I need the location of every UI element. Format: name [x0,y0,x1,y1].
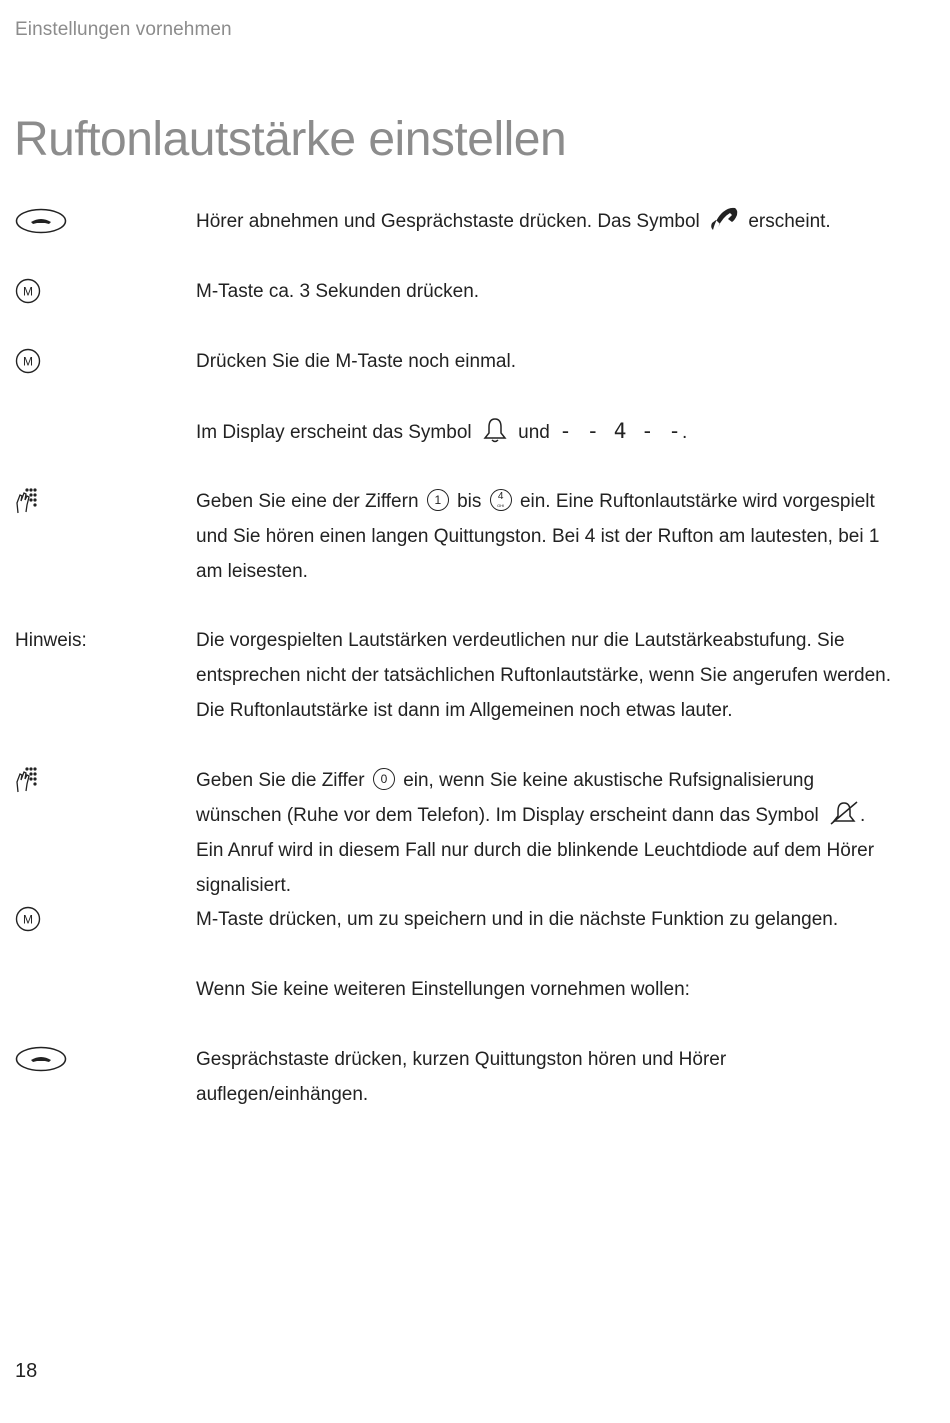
m-key-label: M [23,354,33,369]
m-key-icon [15,906,41,932]
digit-key-4-label: 4 [497,490,504,502]
keypad-hand-icon [15,766,39,794]
digit-key-1: 1 [427,489,449,511]
step-text-rest: ein. Eine Ruftonlautstärke wird vorgespielt und Sie hören einen langen Quittungston. Bei 4 ist der Rufton am lautesten, bei 1 am leisesten. [196,491,880,582]
handset-icon [709,205,739,233]
digit-key-4-sub: GHI [497,502,505,508]
talk-key-icon [15,1046,67,1072]
digit-key-0: 0 [373,768,395,790]
step-text: Geben Sie eine der Ziffern [196,491,419,512]
step-text-end: . Ein Anruf wird in diesem Fall nur durch die blinkende Leuchtdiode auf dem Hörer signalisiert. [196,805,875,896]
step-text-and: und [518,422,550,443]
step-text: Geben Sie die Ziffer [196,770,365,791]
step-text: M-Taste drücken, um zu speichern und in die nächste Funktion zu gelangen. [196,909,839,930]
step-text: M-Taste ca. 3 Sekunden drücken. [196,281,480,302]
m-key-icon [15,348,41,374]
digit-key-4 [490,489,512,511]
page-number: 18 [15,1360,38,1382]
m-key-label: M [23,284,33,299]
m-key-icon [15,278,41,304]
display-readout: - - 4 - - [559,419,682,443]
step-text-mid: ein, wenn Sie keine akustische Rufsignalisierung wünschen (Ruhe vor dem Telefon). Im Display erscheint dann das Symbol [196,770,819,826]
step-text: Gesprächstaste drücken, kurzen Quittungston hören und Hörer auflegen/einhängen. [196,1049,727,1105]
step-text-period: . [681,422,688,443]
note-text: Die vorgespielten Lautstärken verdeutlichen nur die Lautstärkeabstufung. Sie entsprechen nicht der tatsächlichen Ruftonlautstärke, wenn Sie angerufen werden. Die Ruftonlautstärke ist dann im Allgemeinen noch etwas lauter. [196,630,891,721]
step-text: Im Display erscheint das Symbol [196,422,472,443]
bell-icon [481,416,509,444]
keypad-hand-icon [15,487,39,515]
step-text: Hörer abnehmen und Gesprächstaste drücken. Das Symbol [196,211,700,232]
bell-off-icon [828,799,860,827]
note-label: Hinweis: [15,630,87,651]
step-text-end: erscheint. [748,211,831,232]
step-text: Drücken Sie die M-Taste noch einmal. [196,351,516,372]
step-text: Wenn Sie keine weiteren Einstellungen vornehmen wollen: [196,979,690,1000]
step-text-bis: bis [457,491,482,512]
talk-key-icon [15,208,67,234]
page-title: Ruftonlautstärke einstellen [14,113,567,166]
m-key-label: M [23,912,33,927]
section-label: Einstellungen vornehmen [15,19,232,40]
